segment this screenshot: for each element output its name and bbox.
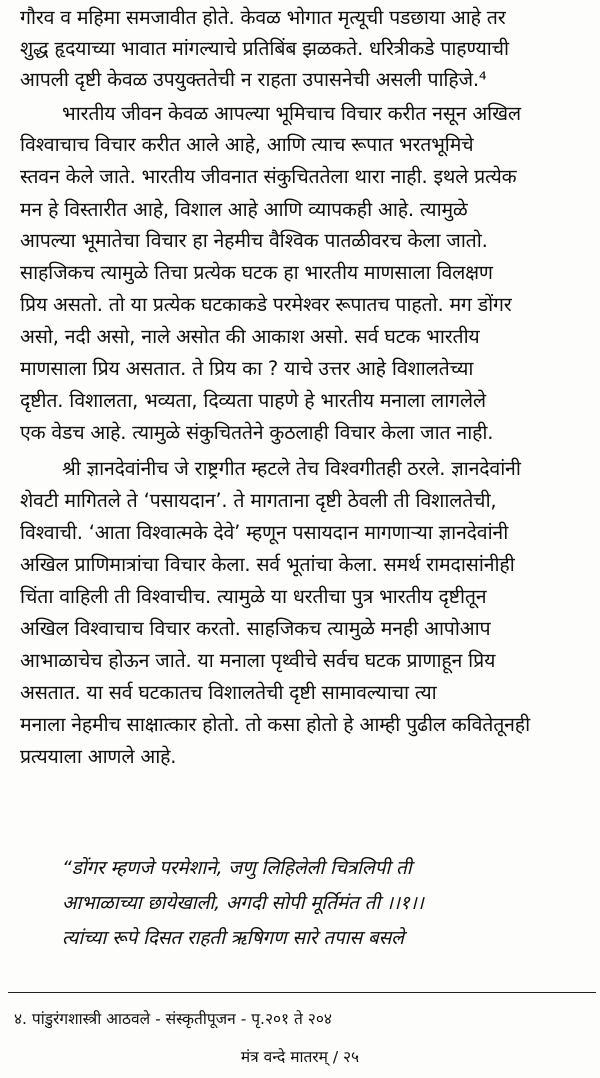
text-line: साहजिकच त्यामुळे तिचा प्रत्येक घटक हा भारतीय माणसाला विलक्षण bbox=[20, 261, 493, 284]
text-line: अखिल विश्वाचाच विचार करतो. साहजिकच त्यामुळे मनही आपोआप bbox=[20, 617, 491, 640]
text-line: एक वेडच आहे. त्यामुळे संकुचिततेने कुठलाही विचार केला जात नाही. bbox=[20, 421, 494, 444]
text-line: विश्वाची. ‘आता विश्वात्मके देवे’ म्हणून पसायदान मागणाऱ्या ज्ञानदेवांनी bbox=[20, 521, 509, 544]
text-line: चिंता वाहिली ती विश्वाचीच. त्यामुळे या धरतीचा पुत्र भारतीय दृष्टीतून bbox=[20, 585, 487, 608]
text-line: भारतीय जीवन केवळ आपल्या भूमिचाच विचार करीत नसून अखिल bbox=[62, 102, 521, 125]
text-line: मन हे विस्तारीत आहे, विशाल आहे आणि व्यापकही आहे. त्यामुळे bbox=[20, 198, 468, 221]
text-line: आपली दृष्टी केवळ उपयुक्ततेची न राहता उपासनेची असली पाहिजे.⁴ bbox=[20, 68, 487, 91]
text-line: गौरव व महिमा समजावीत होते. केवळ भोगात मृत्यूची पडछाया आहे तर bbox=[20, 6, 506, 29]
footnote-divider bbox=[8, 992, 596, 993]
poem-line: आभाळाच्या छायेखाली, अगदी सोपी मूर्तिमंत ती ।।१।। bbox=[62, 892, 424, 914]
text-line: अखिल प्राणिमात्रांचा विचार केला. सर्व भूतांचा केला. समर्थ रामदासांनीही bbox=[20, 553, 515, 576]
poem-line: त्यांच्या रूपे दिसत राहती ऋषिगण सारे तपास बसले bbox=[62, 927, 404, 949]
text-line: श्री ज्ञानदेवांनीच जे राष्ट्रगीत म्हटले तेच विश्वगीतही ठरले. ज्ञानदेवांनी bbox=[62, 457, 521, 480]
text-line: असो, नदी असो, नाले असोत की आकाश असो. सर्व घटक भारतीय bbox=[20, 325, 480, 348]
poem-line: “डोंगर म्हणजे परमेशाने, जणु लिहिलेली चित्रलिपी ती bbox=[62, 857, 412, 879]
text-line: दृष्टीत. विशालता, भव्यता, दिव्यता पाहणे हे भारतीय मनाला लागलेले bbox=[20, 389, 486, 412]
text-line: विश्वाचाच विचार करीत आले आहे, आणि त्याच रूपात भरतभूमिचे bbox=[20, 133, 474, 156]
text-line: आभाळाचेच होऊन जाते. या मनाला पृथ्वीचे सर्वच घटक प्राणाहून प्रिय bbox=[20, 649, 496, 672]
text-line: प्रिय असतो. तो या प्रत्येक घटकाकडे परमेश्वर रूपातच पाहतो. मग डोंगर bbox=[20, 293, 512, 316]
text-line: मनाला नेहमीच साक्षात्कार होतो. तो कसा होतो हे आम्ही पुढील कवितेतूनही bbox=[20, 713, 530, 736]
text-line: स्तवन केले जाते. भारतीय जीवनात संकुचिततेला थारा नाही. इथले प्रत्येक bbox=[20, 165, 517, 188]
text-line: प्रत्ययाला आणले आहे. bbox=[20, 745, 177, 768]
text-line: शुद्ध हृदयाच्या भावात मांगल्याचे प्रतिबिंब झळकते. धरित्रीकडे पाहण्याची bbox=[20, 37, 509, 60]
page-footer: मंत्र वन्दे मातरम् / २५ bbox=[240, 1048, 360, 1066]
text-line: माणसाला प्रिय असतात. ते प्रिय का ? याचे उत्तर आहे विशालतेच्या bbox=[20, 357, 474, 380]
text-line: आपल्या भूमातेचा विचार हा नेहमीच वैश्विक पातळीवरच केला जातो. bbox=[20, 229, 488, 252]
text-line: असतात. या सर्व घटकातच विशालतेची दृष्टी सामावल्याचा त्या bbox=[20, 681, 437, 704]
text-line: शेवटी मागितले ते ‘पसायदान’. ते मागताना दृष्टी ठेवली ती विशालतेची, bbox=[20, 489, 497, 512]
footnote: ४. पांडुरंगशास्त्री आठवले - संस्कृतीपूजन - पृ.२०१ ते २०४ bbox=[14, 1010, 332, 1028]
